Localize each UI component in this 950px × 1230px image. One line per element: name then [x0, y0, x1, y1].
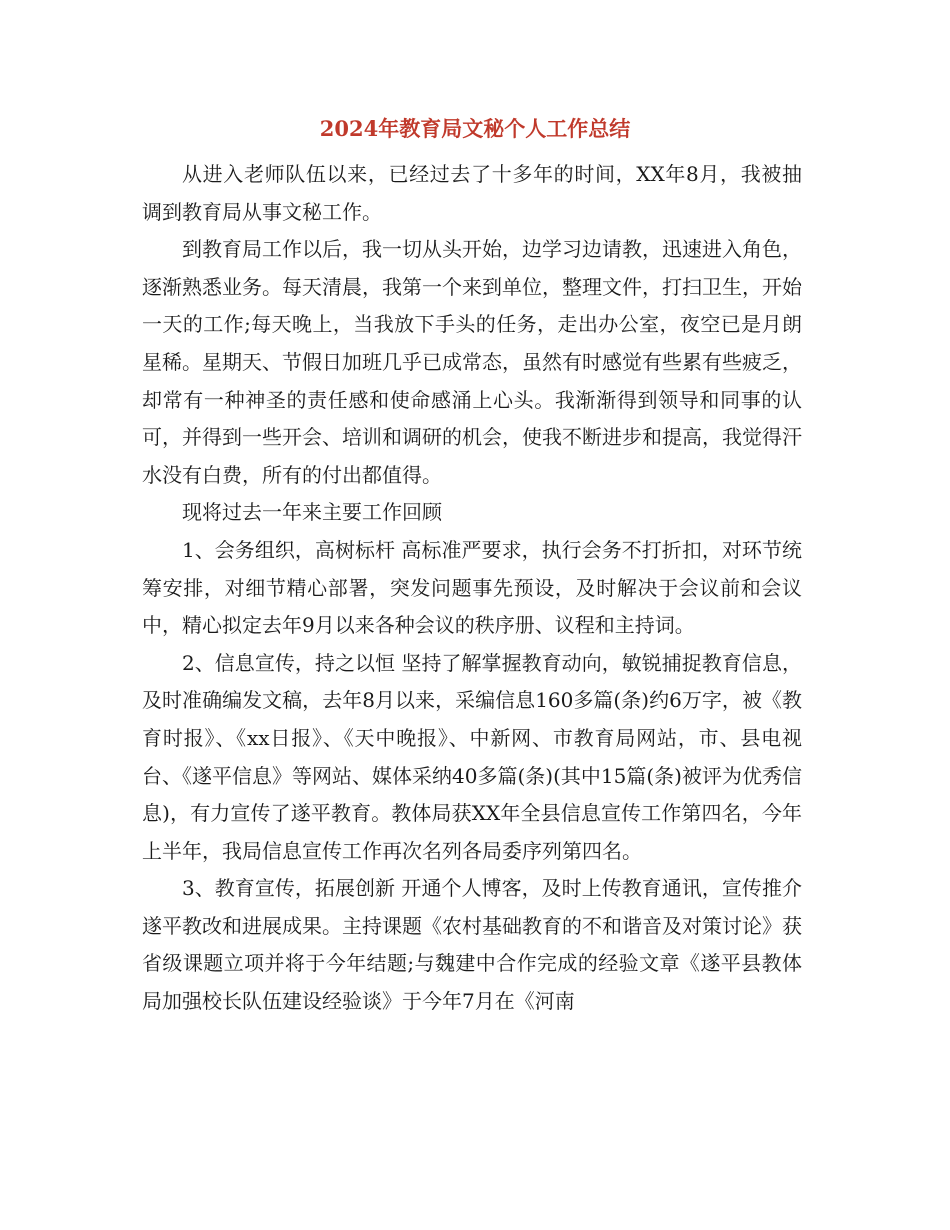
paragraph-item-1: 1、会务组织，高树标杆 高标准严要求，执行会务不打折扣，对环节统筹安排，对细节精心部署，突发问题事先预设，及时解决于会议前和会议中，精心拟定去年9月以来各种会议的秩序册、议程和主持词。 [142, 537, 802, 638]
paragraph-item-3: 3、教育宣传，拓展创新 开通个人博客，及时上传教育通讯，宣传推介遂平教改和进展成果。主持课题《农村基础教育的不和谐音及对策讨论》获省级课题立项并将于今年结题;与魏建中合作完成的经验文章《遂平县教体局加强校长队伍建设经验谈》于今年7月在《河南 [142, 876, 802, 1014]
document-title: 2024年教育局文秘个人工作总结 [319, 116, 631, 141]
paragraph-work-start: 到教育局工作以后，我一切从头开始，边学习边请教，迅速进入角色，逐渐熟悉业务。每天清晨，我第一个来到单位，整理文件，打扫卫生，开始一天的工作;每天晚上，当我放下手头的任务，走出办公室，夜空已是月朗星稀。星期天、节假日加班几乎已成常态，虽然有时感觉有些累有些疲乏，却常有一种神圣的责任感和使命感涌上心头。我渐渐得到领导和同事的认可，并得到一些开会、培训和调研的机会，使我不断进步和提高，我觉得汗水没有白费，所有的付出都值得。 [142, 237, 802, 487]
paragraph-item-2: 2、信息宣传，持之以恒 坚持了解掌握教育动向，敏锐捕捉教育信息，及时准确编发文稿，去年8月以来，采编信息160多篇(条)约6万字，被《教育时报》、《xx日报》、《天中晚报》、中新网、市教育局网站，市、县电视台、《遂平信息》等网站、媒体采纳40多篇(条)(其中15篇(条)被评为优秀信息)，有力宣传了遂平教育。教体局获XX年全县信息宣传工作第四名，今年上半年，我局信息宣传工作再次名列各局委序列第四名。 [142, 650, 802, 863]
paragraph-intro: 从进入老师队伍以来，已经过去了十多年的时间，XX年8月，我被抽调到教育局从事文秘工作。 [142, 162, 802, 224]
document-body [142, 156, 802, 1021]
paragraph-review-heading: 现将过去一年来主要工作回顾 [182, 500, 442, 525]
